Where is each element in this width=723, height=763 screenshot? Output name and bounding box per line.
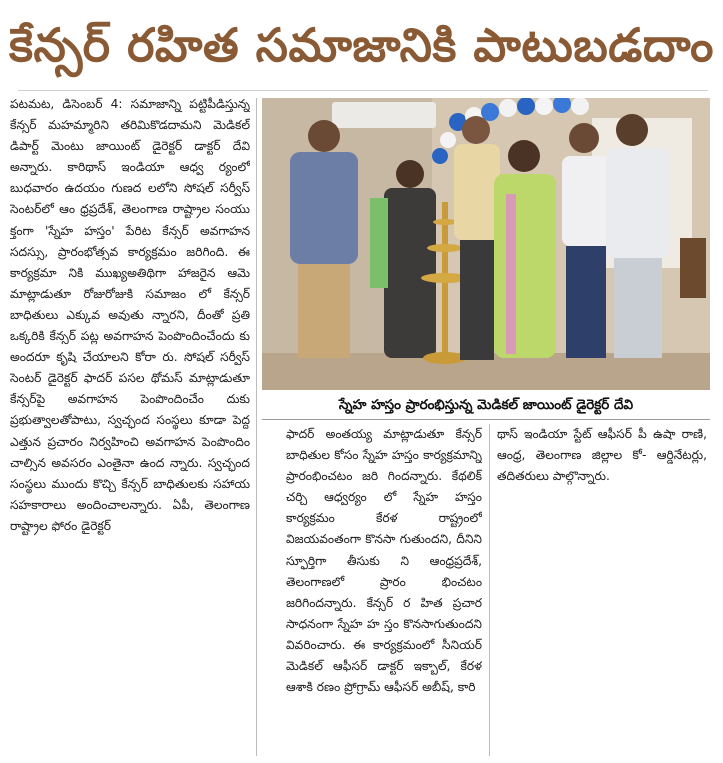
caption-divider (262, 419, 710, 420)
article-column-3 (497, 424, 707, 514)
news-photo (262, 98, 710, 390)
headline: కేన్సర్ రహిత సమాజానికి పాటుబడదాం (9, 18, 714, 72)
photo-caption: స్నేహ హస్తం ప్రారంభిస్తున్న మెడికల్ జాయింట్ డైరెక్టర్ దేవి (262, 392, 710, 418)
column-1-text: పటమట, డిసెంబర్ 4: సమాజాన్ని పట్టిపీడిస్తున్న కేన్సర్ మహమ్మారిని తరిమికొడదామని మెడికల్ డిపార్ట్ మెంటు జాయింట్ డైరెక్టర్ డాక్టర్ దేవి అన్నారు. కారిథాస్ ఇండియా ఆధ్వ ర్యంలో బుధవారం ఉదయం గుణద లలోని సోషల్ సర్వీస్ సెంటర్‌లో ఆం ధ్రప్రదేశ్, తెలంగాణ రాష్ట్రాల సంయు క్తంగా 'స్నేహ హస్తం' పేరిట కేన్సర్ అవగాహన సదస్సు, ప్రారంభోత్సవ కార్యక్రమం జరిగింది. ఈ కార్యక్రమా నికి ముఖ్యఅతిథిగా హాజరైన ఆమె మాట్లాడుతూ రోజురోజుకి సమాజం లో కేన్సర్ బాధితులు ఎక్కువ అవుతు న్నారని, దీంతో ప్రతి ఒక్కరికి కేన్సర్ పట్ల అవగాహన పెంపొందించేందు కు అందరూ కృషి చేయాలని కోరా రు. సోషల్ సర్వీస్ సెంటర్ డైరెక్టర్ ఫాదర్ పసల థోమస్ మాట్లాడుతూ కేన్సర్‌పై అవగాహన పెంపొందించేం దుకు ప్రభుత్వాలతోపాటు, స్వచ్ఛంద సంస్థలు కూడా పెద్ద ఎత్తున ప్రచారం నిర్వహించి అవగాహన పెంపొందిం చాల్సిన అవసరం ఎంతైనా ఉంద న్నారు. స్వచ్ఛంద సంస్థలు ముందు కొచ్చి కేన్సర్ బాధితులకు సహాయ సహకారాలు అందించాలన్నారు. ఏపీ, తెలంగాణ రాష్ట్రాల ఫోరం డైరెక్టర్ (10, 97, 250, 533)
column-divider-1 (256, 98, 257, 756)
headline-divider (18, 90, 708, 91)
column-3-text: థాస్ ఇండియా స్టేట్ ఆఫీసర్ పీ ఉషా రాణి, ఆంధ్ర, తెలంగాణ జిల్లాల కో- ఆర్డినేటర్లు, తదితరులు పాల్గొన్నారు. (497, 427, 707, 484)
person-6 (606, 114, 670, 358)
column-divider-2 (489, 424, 490, 756)
article-column-1 (10, 94, 250, 754)
column-2-text: ఫాదర్ అంతయ్య మాట్లాడుతూ కేన్సర్ బాధితుల కోసం స్నేహ హస్తం కార్యక్రమాన్ని ప్రారంభించటం జరి గిందన్నారు. కేథలిక్ చర్చి ఆధ్వర్యం లో స్నేహ హస్తం కార్యక్రమం కేరళ రాష్ట్రంలో విజయవంతంగా కొనసా గుతుందని, దీనిని స్ఫూర్తిగా తీసుకు ని ఆంధ్రప్రదేశ్, తెలంగాణలో ప్రారం భించటం జరిగిందన్నారు. కేన్సర్ ర హిత ప్రచార సాధనంగా స్నేహ హ స్తం కొనసాగుతుందని వివరించారు. ఈ కార్యక్రమంలో సీనియర్ మెడికల్ ఆఫీసర్ డాక్టర్ ఇక్బాల్, కేరళ ఆశాకి రణం ప్రోగ్రామ్ ఆఫీసర్ అబీష్, కారి (286, 427, 482, 695)
person-1 (290, 120, 358, 358)
person-5 (562, 123, 610, 358)
article-column-2 (286, 424, 482, 756)
lamp-lighting-photo (262, 98, 710, 390)
person-3 (454, 116, 500, 360)
